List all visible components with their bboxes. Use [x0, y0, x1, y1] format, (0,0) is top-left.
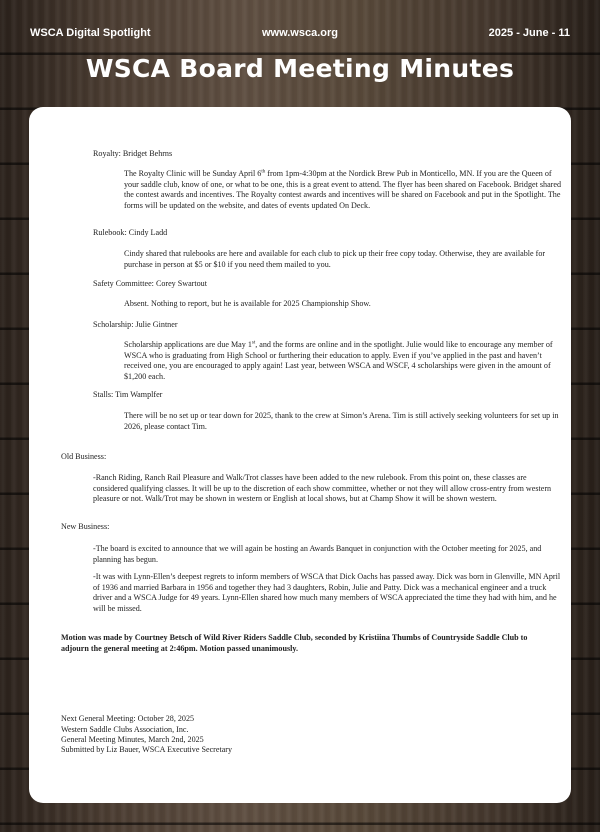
- royalty-paragraph: The Royalty Clinic will be Sunday April 6th from 1pm-4:30pm at the Nordick Brew Pub in Monticello, MN. If you are the Queen of your saddle club, know of one, or what to be one, this is a great event to attend. The flyer has been shared on Facebook. Bridget shared the contest awards and incentives. The Royalty contest awards and incentives will be shared on Facebook and put in the Spotlight. The forms will be updated on the website, and dates of events updated On Deck.: [124, 169, 562, 210]
- royalty-heading: Royalty: Bridget Behrns: [93, 149, 173, 158]
- motion-statement: Motion was made by Courtney Betsch of Wild River Riders Saddle Club, seconded by Kristiina Thumbs of Countryside Saddle Club to adjourn the general meeting at 2:46pm. Motion passed unanimously.: [61, 633, 528, 653]
- publication-name: WSCA Digital Spotlight: [30, 27, 151, 39]
- next-meeting-line: Next General Meeting: October 28, 2025: [61, 714, 195, 723]
- minutes-card: [29, 107, 571, 803]
- new-business-paragraph-1: -The board is excited to announce that we will again be hosting an Awards Banquet in conjunction with the October meeting for 2025, and planning has begun.: [93, 544, 542, 564]
- website-link[interactable]: www.wsca.org: [261, 27, 338, 39]
- top-bar: [0, 0, 600, 39]
- minutes-date-line: General Meeting Minutes, March 2nd, 2025: [61, 735, 204, 744]
- old-business-paragraph: -Ranch Riding, Ranch Rail Pleasure and Walk/Trot classes have been added to the new rulebook. From this point on, these classes are considered qualifying classes. It will be up to the discretion of each show committee, whether or not they will allow cross-entry from western pleasure or not. Walk/Trot may be shown in western or English at local shows, but at Champ Show it will be shown western.: [93, 473, 552, 504]
- new-business-paragraph-2: -It was with Lynn-Ellen’s deepest regrets to inform members of WSCA that Dick Oachs has passed away. Dick was born in Glenville, MN April of 1936 and married Barbara in 1956 and together they had 3 daughters, Robin, Julie and Patty. Dick was a mechanical engineer and a truck driver and a WSCA Judge for 49 years. Lynn-Ellen shared how much many members of WSCA appreciated the time they had with him, and he will be missed.: [93, 572, 561, 613]
- rulebook-heading: Rulebook: Cindy Ladd: [93, 228, 168, 237]
- scholarship-paragraph: Scholarship applications are due May 1st, and the forms are online and in the spotlight. Julie would like to encourage any member of WSCA who is graduating from High School or furthering their education to apply. Even if you’ve applied in the past and haven’t received one, you are encouraged to apply again! Last year, between WSCA and WSCF, 4 scholarships were given in the amount of $1,200 each.: [124, 340, 553, 381]
- stalls-paragraph: There will be no set up or tear down for 2025, thank to the crew at Simon’s Arena. Tim is still actively seeking volunteers for set up in 2026, please contact Tim.: [124, 411, 559, 431]
- page-title: WSCA Board Meeting Minutes: [85, 54, 515, 83]
- stalls-heading: Stalls: Tim Wamplfer: [93, 390, 163, 399]
- safety-heading: Safety Committee: Corey Swartout: [93, 279, 207, 288]
- old-business-heading: Old Business:: [61, 452, 107, 461]
- organization-line: Western Saddle Clubs Association, Inc.: [61, 725, 189, 734]
- submitted-by-line: Submitted by Liz Bauer, WSCA Executive Secretary: [61, 745, 233, 754]
- rulebook-paragraph: Cindy shared that rulebooks are here and available for each club to pick up their free copy today. Otherwise, they are available for purchase in person at $5 or $10 if you need them mailed to you.: [124, 249, 546, 269]
- minutes-content: [29, 107, 571, 803]
- issue-date: 2025 - June - 11: [488, 27, 570, 39]
- safety-paragraph: Absent. Nothing to report, but he is available for 2025 Championship Show.: [124, 299, 371, 308]
- new-business-heading: New Business:: [61, 522, 110, 531]
- scholarship-heading: Scholarship: Julie Gintner: [93, 320, 178, 329]
